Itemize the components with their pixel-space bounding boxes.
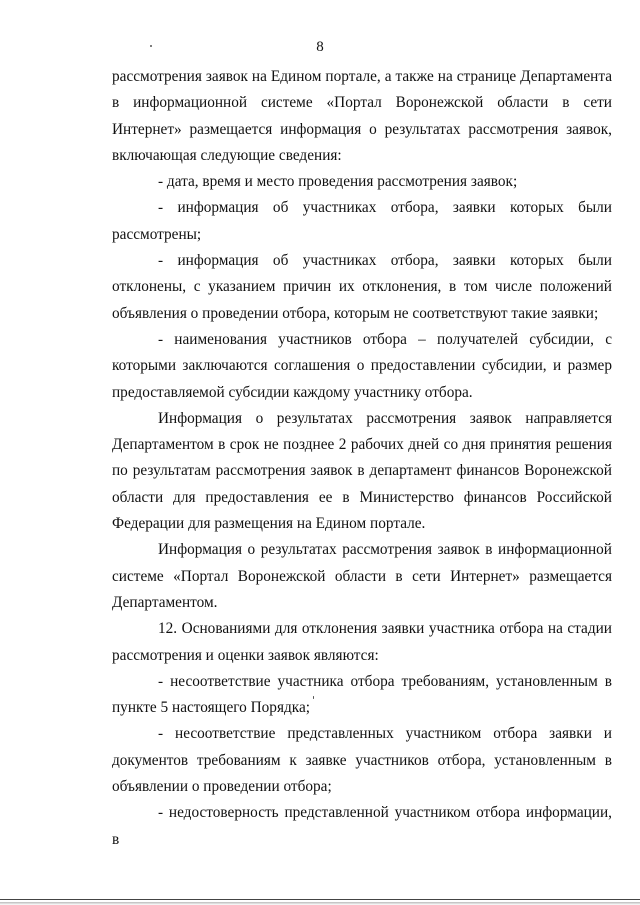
paragraph: - несоответствие участника отбора требованиям, установленным в пункте 5 настоящего Порядка;	[112, 672, 612, 717]
paragraph: Информация о результатах рассмотрения заявок направляется Департаментом в срок не позднее 2 рабочих дней со дня принятия решения по результатам рассмотрения заявок в департамент финансов Воронежской области для предоставления ее в Министерство финансов Российской Федерации для размещения на Едином портале.	[112, 409, 612, 533]
page-number: 8	[316, 39, 324, 55]
scan-edge-line	[0, 899, 640, 900]
paragraph: Информация о результатах рассмотрения заявок в информационной системе «Портал Воронежской области в сети Интернет» размещается Департаментом.	[112, 541, 612, 611]
paragraph: - наименования участников отбора – получателей субсидии, с которыми заключаются соглашения о предоставлении субсидии, и размер предоставляемой субсидии каждому участнику отбора.	[112, 330, 612, 401]
paragraph: - информация об участниках отбора, заявки которых были рассмотрены;	[112, 199, 612, 243]
paragraph: рассмотрения заявок на Едином портале, а также на странице Департамента в информационной системе «Портал Воронежской области в сети Интернет» размещается информация о результатах рассмотрения заявок, включающая следующие сведения:	[112, 68, 612, 164]
paragraph: - недостоверность представленной участником отбора информации, в	[112, 804, 612, 848]
paragraph: - информация об участниках отбора, заявки которых были отклонены, с указанием причин их отклонения, в том числе положений объявления о проведении отбора, которым не соответствуют такие заявки;	[112, 252, 612, 322]
document-body	[112, 64, 612, 853]
paragraph: 12. Основаниями для отклонения заявки участника отбора на стадии рассмотрения и оценки заявок являются:	[112, 620, 612, 664]
paragraph: - дата, время и место проведения рассмотрения заявок;	[158, 173, 518, 191]
paragraph: - несоответствие представленных участником отбора заявки и документов требованиям к заявке участников отбора, установленным в объявлении о проведении отбора;	[112, 725, 612, 796]
